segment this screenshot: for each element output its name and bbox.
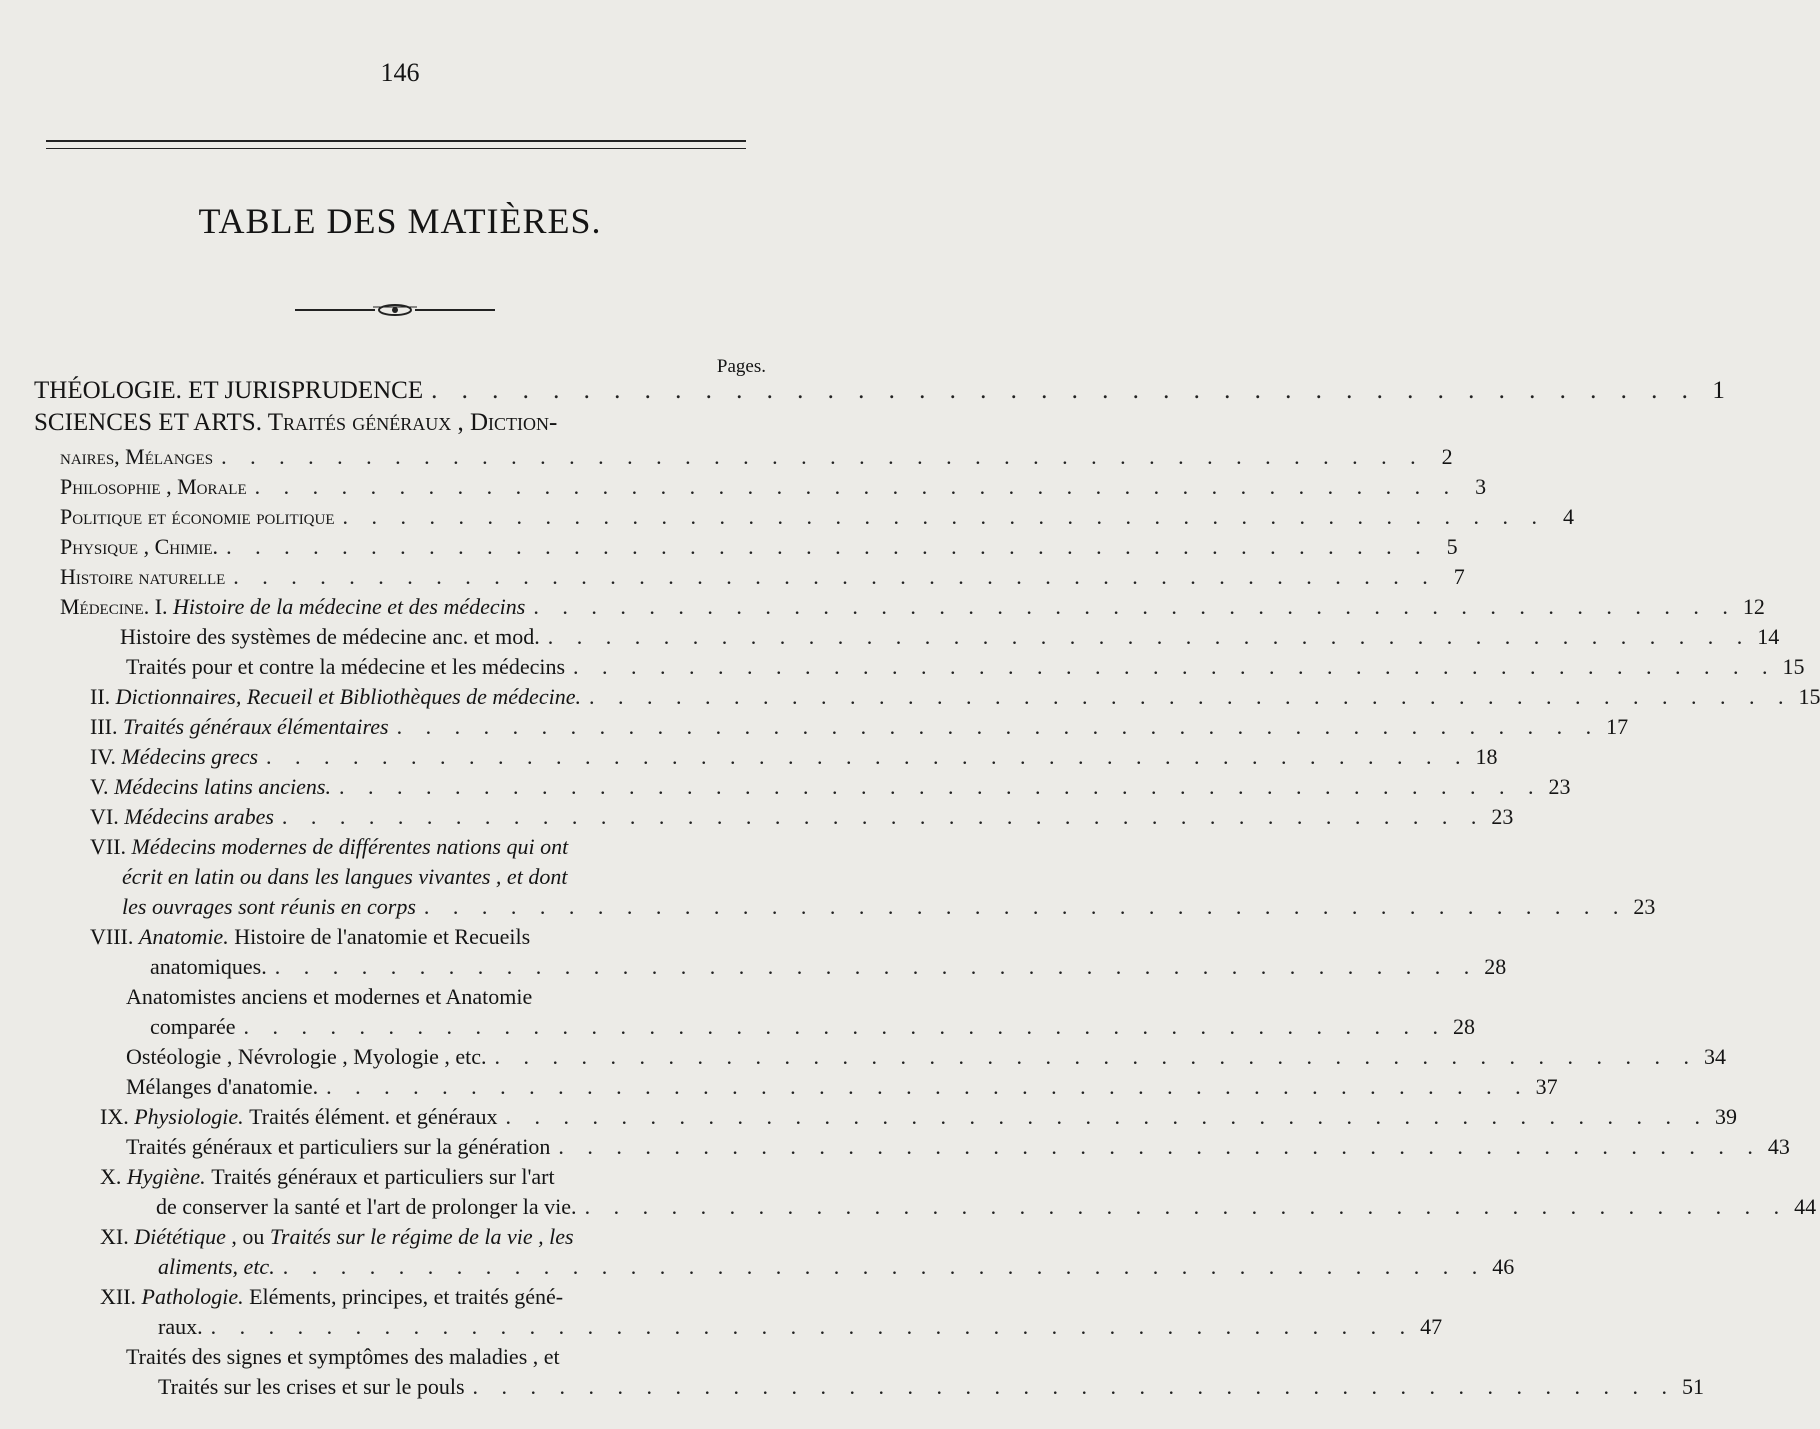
toc-entry-anatomiques (150, 952, 1507, 982)
entry-italic: Hygiène. (126, 1164, 206, 1189)
entry-page: 5 (1446, 534, 1458, 559)
toc-entry-politique (60, 502, 1575, 532)
toc-entry-vii-end (122, 892, 1656, 922)
toc-entry-xi (100, 1222, 750, 1252)
leader-dots: . . . . . . . . . . . . . . . . . . . . . . . . . . . . . . . . . . . . . . . . . . (533, 594, 1737, 619)
leader-dots: . . . . . . . . . . . . . . . . . . . . . . . . . . . . . . . . . . . . . . . . . . (254, 474, 1459, 499)
entry-label: XI. (100, 1224, 129, 1249)
toc-entry-ii (90, 682, 1820, 712)
toc-entry-crises (158, 1372, 1705, 1402)
leader-dots: . . . . . . . . . . . . . . . . . . . . . . . . . . . . . . . . . . . . . . . . . . (210, 1314, 1415, 1339)
entry-text: Anatomistes anciens et modernes et Anatomie (126, 984, 533, 1009)
entry-page: 47 (1420, 1314, 1443, 1339)
entry-text: SCIENCES ET ARTS. Traités généraux , Diction- (34, 409, 558, 436)
entry-page: 14 (1757, 624, 1780, 649)
entry-page: 44 (1794, 1194, 1817, 1219)
leader-dots: . . . . . . . . . . . . . . . . . . . . . . . . . . . . . . . . . . . . . . . . . . (396, 714, 1601, 739)
toc-entry-xii-cont (158, 1312, 1443, 1342)
leader-dots: . . . . . . . . . . . . . . . . . . . . . . . . . . . . . . . . . . . . . . . . . . (326, 1074, 1530, 1099)
toc-entry-melanges-anatomie (126, 1072, 1558, 1102)
entry-text: anatomiques. (150, 954, 267, 979)
leader-dots: . . . . . . . . . . . . . . . . . . . . . . . . . . . . . . . . . . . . . . . . . . (233, 564, 1437, 589)
entry-text: Histoire de l'anatomie et Recueils (234, 924, 531, 949)
entry-text: Dictionnaires, Recueil et Bibliothèques de médecine. (115, 684, 581, 709)
toc-entry-signes (126, 1342, 750, 1372)
toc-entry-vii (90, 832, 750, 862)
entry-page: 17 (1606, 714, 1629, 739)
entry-text: Médecins grecs (121, 744, 259, 769)
leader-dots: . . . . . . . . . . . . . . . . . . . . . . . . . . . . . . . . . . . . . . . . . . (494, 1044, 1698, 1069)
leader-dots: . . . . . . . . . . . . . . . . . . . . . . . . . . . . . . . . . . . . . . . . . . (274, 954, 1479, 979)
entry-text: Eléments, principes, et traités géné- (249, 1284, 564, 1309)
entry-page: 3 (1475, 474, 1487, 499)
entry-text: Philosophie , Morale (60, 474, 247, 499)
entry-page: 43 (1767, 1134, 1790, 1159)
page-number: 146 (380, 58, 420, 87)
entry-page: 23 (1491, 804, 1514, 829)
entry-text: Traités généraux élémentaires (122, 714, 389, 739)
toc-entry-x (100, 1162, 750, 1192)
entry-label: IV. (90, 744, 116, 769)
toc-entry-vi (90, 802, 1514, 832)
leader-dots: . . . . . . . . . . . . . . . . . . . . . . . . . . . . . . . . . . . . . . . . . . (266, 744, 1470, 769)
entry-text: Traités des signes et symptômes des maladies , et (126, 1344, 560, 1369)
leader-dots: . . . . . . . . . . . . . . . . . . . . . . . . . . . . . . . . . . . . . . . . . . (342, 504, 1547, 529)
toc-entry-osteologie (126, 1042, 1726, 1072)
toc-entry-generation (126, 1132, 1790, 1162)
leader-dots: . . . . . . . . . . . . . . . . . . . . . . . . . . . . . . . . . . . . . . . . . . (547, 624, 1752, 649)
entry-italic: Anatomie. (138, 924, 229, 949)
leader-dots: . . . . . . . . . . . . . . . . . . . . . . . . . . . . . . . . . . . . . . . . . . (573, 654, 1777, 679)
leader-dots: . . . . . . . . . . . . . . . . . . . . . . . . . . . . . . . . . . . . . . . . . . (221, 444, 1425, 469)
leader-dots: . . . . . . . . . . . . . . . . . . . . . . . . . . . . . . . . . . . . . . . . . . (226, 534, 1430, 559)
entry-page: 4 (1563, 504, 1575, 529)
entry-italic: Diététique (134, 1224, 226, 1249)
entry-label: X. (100, 1164, 122, 1189)
entry-text: Traités pour et contre la médecine et les médecins (126, 654, 566, 679)
entry-label: II. (90, 684, 111, 709)
page-title: TABLE DES MATIÈRES. (198, 201, 602, 241)
entry-text: Histoire naturelle (60, 564, 226, 589)
entry-text: les ouvrages sont réunis en corps (122, 894, 416, 919)
entry-page: 1 (1712, 377, 1725, 404)
entry-page: 7 (1453, 564, 1465, 589)
entry-label: III. (90, 714, 118, 739)
ornament-divider (295, 300, 495, 320)
pages-column-header: Pages. (716, 356, 766, 377)
entry-page: 51 (1682, 1374, 1705, 1399)
toc-entry-viii (90, 922, 750, 952)
entry-text: THÉOLOGIE. ET JURISPRUDENCE (34, 377, 424, 404)
entry-label: VIII. (90, 924, 134, 949)
leader-dots: . . . . . . . . . . . . . . . . . . . . . . . . . . . . . . . . . . . . . . . . . . (281, 804, 1486, 829)
header-rule (46, 140, 746, 142)
toc-entry-ix (100, 1102, 1738, 1132)
entry-label: VII. (90, 834, 127, 859)
toc-entry-histoire-naturelle (60, 562, 1465, 592)
toc-entry-medecine-i (60, 592, 1765, 622)
entry-text: raux. (158, 1314, 203, 1339)
toc-entry-dictionnaires (60, 442, 1453, 472)
leader-dots: . . . . . . . . . . . . . . . . . . . . . . . . . . . . . . . . . . . . . . . . . . (558, 1134, 1762, 1159)
entry-page: 2 (1441, 444, 1453, 469)
toc-entry-x-cont (156, 1192, 1817, 1222)
entry-text: de conserver la santé et l'art de prolonger la vie. (156, 1194, 577, 1219)
entry-text: Ostéologie , Névrologie , Myologie , etc. (126, 1044, 487, 1069)
entry-page: 46 (1492, 1254, 1515, 1279)
toc-entry-vii-cont (122, 862, 750, 892)
toc-entry-comparee (150, 1012, 1475, 1042)
entry-page: 12 (1742, 594, 1765, 619)
entry-page: 23 (1548, 774, 1571, 799)
entry-page: 15 (1782, 654, 1805, 679)
entry-text: Traités généraux et particuliers sur l'art (211, 1164, 555, 1189)
entry-page: 34 (1703, 1044, 1726, 1069)
entry-italic: Physiologie. (134, 1104, 244, 1129)
entry-text: , ou (231, 1224, 265, 1249)
entry-label: V. (90, 774, 109, 799)
leader-dots: . . . . . . . . . . . . . . . . . . . . . . . . . . . . . . . . . . . . . . . . . . (243, 1014, 1447, 1039)
entry-text: Traités sur les crises et sur le pouls (158, 1374, 465, 1399)
toc-entry-iv (90, 742, 1498, 772)
entry-text: Mélanges d'anatomie. (126, 1074, 319, 1099)
entry-page: 39 (1715, 1104, 1738, 1129)
toc-entry-xii (100, 1282, 750, 1312)
toc-entry-xi-cont (158, 1252, 1515, 1282)
leader-dots: . . . . . . . . . . . . . . . . . . . . . . . . . . . . . . . . . . . . . . . . . . (431, 377, 1697, 404)
entry-label: IX. (100, 1104, 129, 1129)
entry-italic-2: Traités sur le régime de la vie , les (269, 1224, 574, 1249)
leader-dots: . . . . . . . . . . . . . . . . . . . . . . . . . . . . . . . . . . . . . . . . . . (505, 1104, 1710, 1129)
entry-page: 18 (1475, 744, 1498, 769)
header-rule-thin (46, 148, 746, 149)
toc-entry-systemes (120, 622, 1780, 652)
leader-dots: . . . . . . . . . . . . . . . . . . . . . . . . . . . . . . . . . . . . . . . . . . (282, 1254, 1487, 1279)
entry-page: 28 (1484, 954, 1507, 979)
entry-page: 23 (1633, 894, 1656, 919)
leader-dots: . . . . . . . . . . . . . . . . . . . . . . . . . . . . . . . . . . . . . . . . . . (338, 774, 1543, 799)
entry-label: VI. (90, 804, 119, 829)
leader-dots: . . . . . . . . . . . . . . . . . . . . . . . . . . . . . . . . . . . . . . . . . . (584, 1194, 1789, 1219)
entry-text: comparée (150, 1014, 236, 1039)
toc-entry-philosophie (60, 472, 1487, 502)
entry-page: 28 (1453, 1014, 1475, 1039)
toc-entry-pour-contre (126, 652, 1805, 682)
toc-entry-anatomistes (126, 982, 750, 1012)
entry-text: Médecins arabes (124, 804, 274, 829)
entry-text: Physique , Chimie. (60, 534, 219, 559)
entry-italic: Pathologie. (141, 1284, 244, 1309)
entry-text: Traités élément. et généraux (249, 1104, 498, 1129)
entry-text: Médecins modernes de différentes nations qui ont (131, 834, 569, 859)
entry-text: aliments, etc. (158, 1254, 275, 1279)
entry-label: XII. (100, 1284, 137, 1309)
toc-entry-v (90, 772, 1571, 802)
toc-entry-iii (90, 712, 1629, 742)
toc-entry-sciences (34, 408, 750, 438)
leader-dots: . . . . . . . . . . . . . . . . . . . . . . . . . . . . . . . . . . . . . . . . . . (588, 684, 1793, 709)
entry-text: écrit en latin ou dans les langues vivantes , et dont (122, 864, 568, 889)
entry-text: Histoire des systèmes de médecine anc. et mod. (120, 624, 540, 649)
entry-text: Médecins latins anciens. (114, 774, 331, 799)
entry-text: Traités généraux et particuliers sur la génération (126, 1134, 551, 1159)
entry-text: Politique et économie politique (60, 504, 335, 529)
entry-text: Histoire de la médecine et des médecins (173, 594, 526, 619)
leader-dots: . . . . . . . . . . . . . . . . . . . . . . . . . . . . . . . . . . . . . . . . . . (472, 1374, 1677, 1399)
entry-page: 15 (1798, 684, 1820, 709)
toc-entry-physique (60, 532, 1458, 562)
entry-text: naires, Mélanges (60, 444, 214, 469)
toc-entry-theologie (34, 376, 1725, 406)
entry-label: Médecine. I. (60, 594, 168, 619)
leader-dots: . . . . . . . . . . . . . . . . . . . . . . . . . . . . . . . . . . . . . . . . . . (423, 894, 1628, 919)
entry-page: 37 (1535, 1074, 1558, 1099)
